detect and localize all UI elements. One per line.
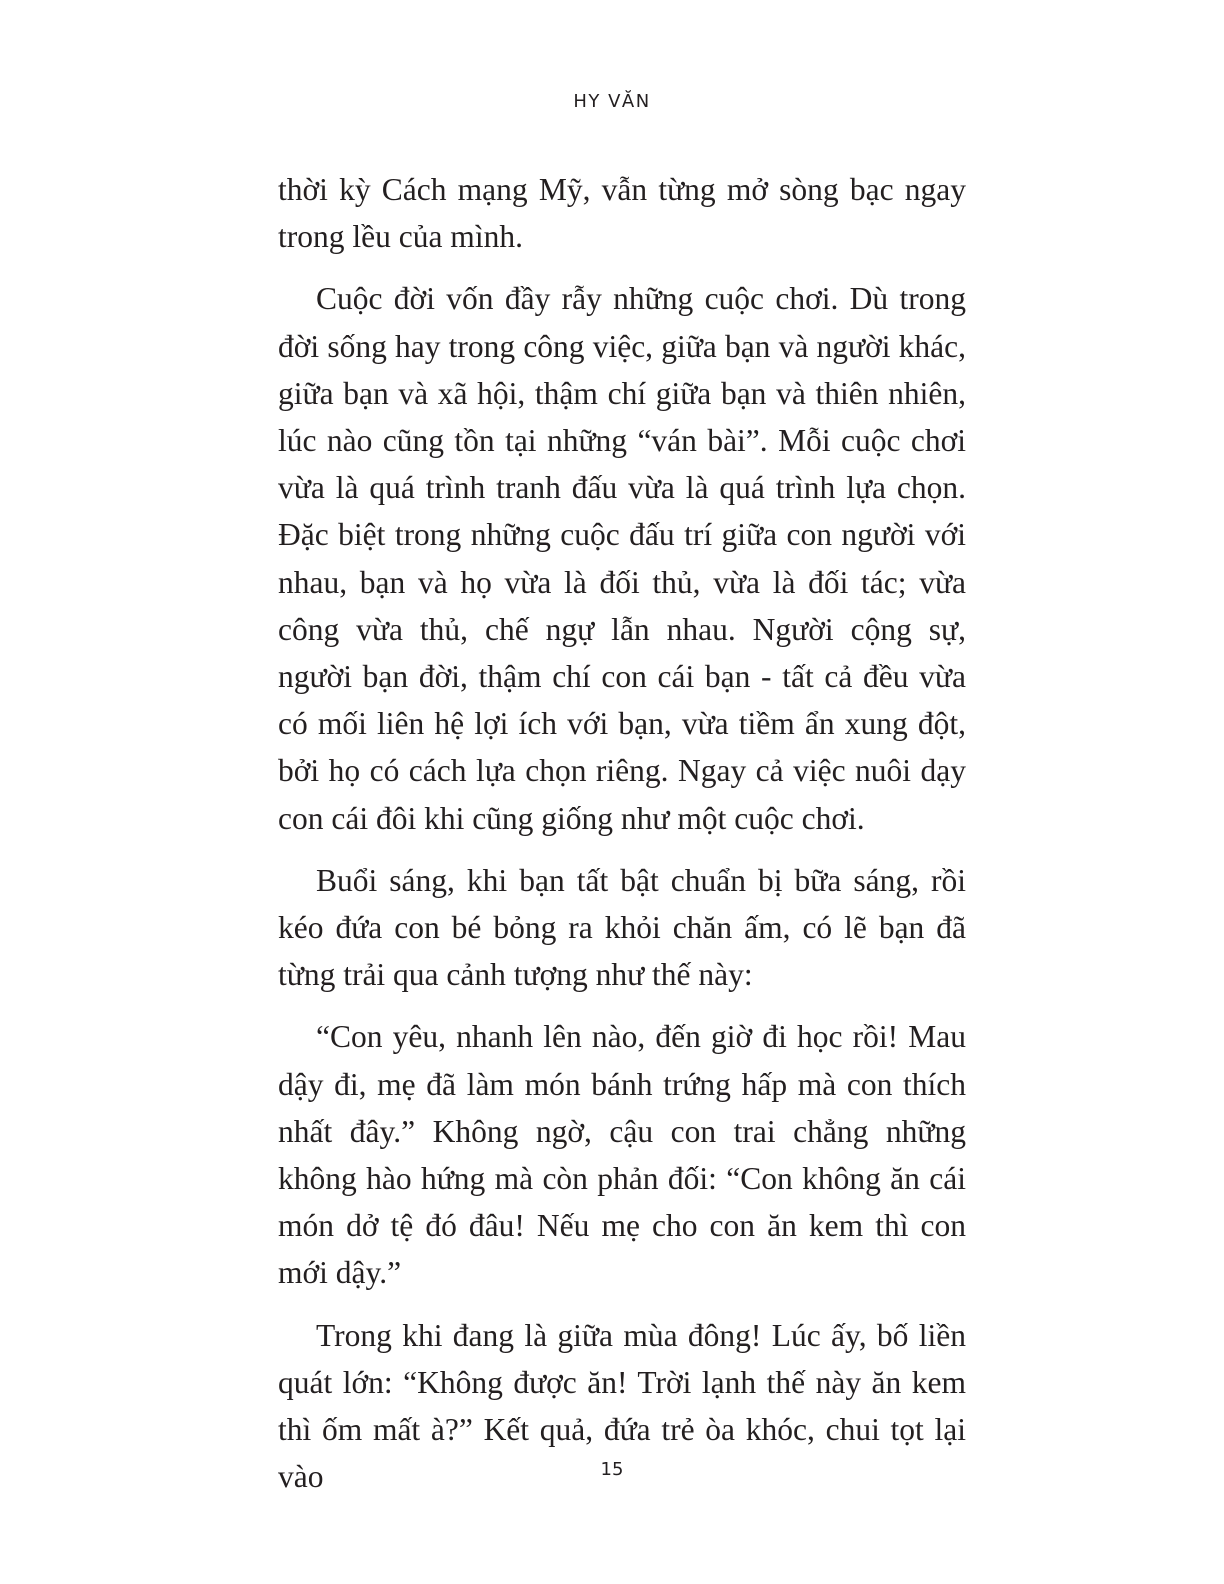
page-number: 15 xyxy=(600,1459,624,1480)
paragraph-father-reaction: Trong khi đang là giữa mùa đông! Lúc ấy, bố liền quát lớn: “Không được ăn! Trời lạnh thế này ăn kem thì ốm mất à?” Kết quả, đứa trẻ òa khóc, chui tọt lại vào xyxy=(278,1317,966,1495)
running-header: HY VĂN xyxy=(573,91,651,112)
paragraph-mother-dialogue: “Con yêu, nhanh lên nào, đến giờ đi học rồi! Mau dậy đi, mẹ đã làm món bánh trứng hấp mà con thích nhất đây.” Không ngờ, cậu con trai chẳng những không hào hứng mà còn phản đối: “Con không ăn cái món dở tệ đó đâu! Nếu mẹ cho con ăn kem thì con mới dậy.” xyxy=(278,1019,966,1291)
paragraph-continuation: thời kỳ Cách mạng Mỹ, vẫn từng mở sòng bạc ngay trong lều của mình. xyxy=(278,172,966,255)
paragraph-games-of-life: Cuộc đời vốn đầy rẫy những cuộc chơi. Dù trong đời sống hay trong công việc, giữa bạn và người khác, giữa bạn và xã hội, thậm chí giữa bạn và thiên nhiên, lúc nào cũng tồn tại những “ván bài”. Mỗi cuộc chơi vừa là quá trình tranh đấu vừa là quá trình lựa chọn. Đặc biệt trong những cuộc đấu trí giữa con người với nhau, bạn và họ vừa là đối thủ, vừa là đối tác; vừa công vừa thủ, chế ngự lẫn nhau. Người cộng sự, người bạn đời, thậm chí con cái bạn - tất cả đều vừa có mối liên hệ lợi ích với bạn, vừa tiềm ẩn xung đột, bởi họ có cách lựa chọn riêng. Ngay cả việc nuôi dạy con cái đôi khi cũng giống như một cuộc chơi. xyxy=(278,281,966,836)
body-text xyxy=(278,166,966,1500)
paragraph-morning-scene: Buổi sáng, khi bạn tất bật chuẩn bị bữa sáng, rồi kéo đứa con bé bỏng ra khỏi chăn ấm, có lẽ bạn đã từng trải qua cảnh tượng như thế này: xyxy=(278,862,966,993)
